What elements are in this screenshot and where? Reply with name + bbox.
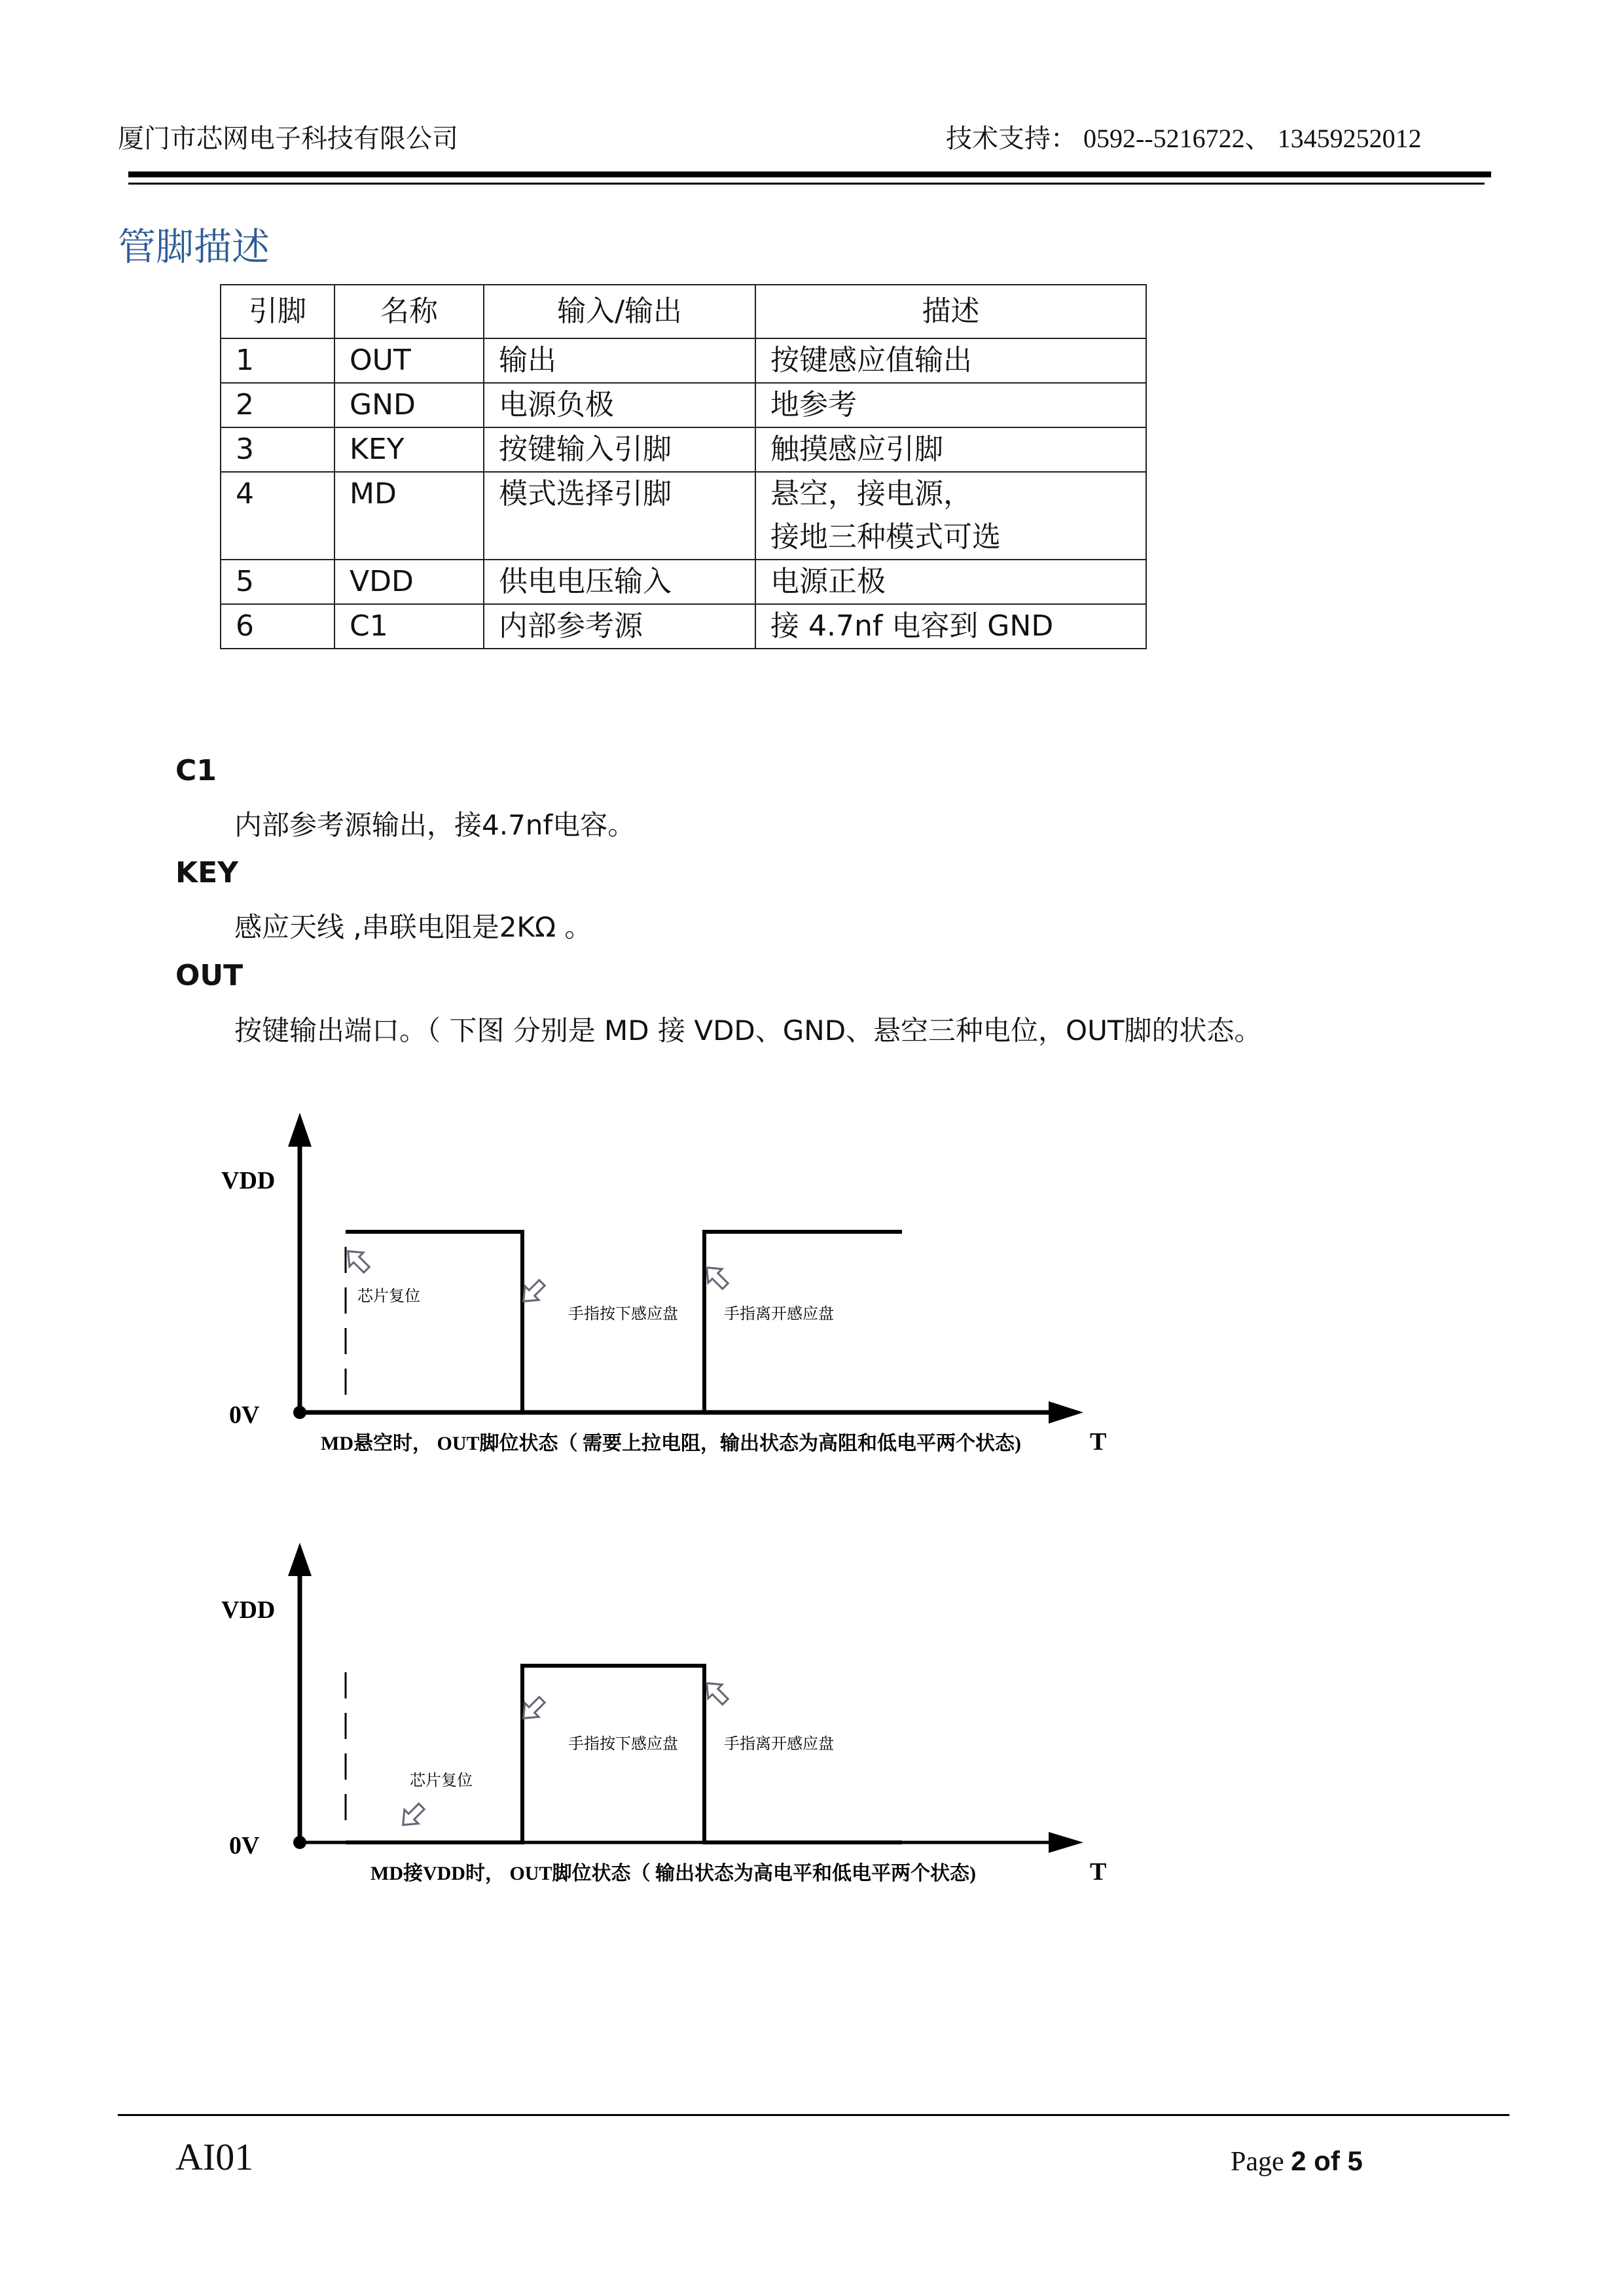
cell-io: 按键输入引脚 [484, 427, 755, 472]
header-company: 厦门市芯网电子科技有限公司 [118, 124, 458, 153]
press-label: 手指按下感应盘 [568, 1306, 678, 1323]
cell-pin: 6 [221, 604, 334, 649]
cell-io: 内部参考源 [484, 604, 755, 649]
reset-label: 芯片复位 [410, 1772, 473, 1789]
cell-name: GND [334, 383, 484, 427]
cell-pin: 3 [221, 427, 334, 472]
press-label: 手指按下感应盘 [568, 1736, 678, 1753]
header-support: 技术支持： 0592--5216722、 13459252012 [946, 124, 1422, 153]
cell-name: VDD [334, 560, 484, 604]
release-label: 手指离开感应盘 [724, 1736, 834, 1753]
key-heading: KEY [175, 856, 239, 889]
col-header-desc: 描述 [755, 285, 1146, 338]
y-axis-arrow-icon [288, 1543, 312, 1576]
cell-io: 模式选择引脚 [484, 472, 755, 560]
release-label: 手指离开感应盘 [724, 1306, 834, 1323]
t-axis-label: T [1090, 1428, 1107, 1456]
zero-volt-label: 0V [229, 1401, 260, 1429]
col-header-name: 名称 [334, 285, 484, 338]
cell-desc: 触摸感应引脚 [755, 427, 1146, 472]
cell-name: OUT [334, 338, 484, 383]
cell-io: 电源负极 [484, 383, 755, 427]
cell-desc: 按键感应值输出 [755, 338, 1146, 383]
cell-pin: 4 [221, 472, 334, 560]
cell-io: 输出 [484, 338, 755, 383]
reset-arrow-icon [396, 1799, 428, 1831]
cell-pin: 2 [221, 383, 334, 427]
out-waveform [346, 1666, 902, 1842]
out-heading: OUT [175, 959, 244, 992]
x-axis-arrow-icon [1049, 1832, 1083, 1853]
t-axis-label: T [1090, 1858, 1107, 1886]
cell-name: MD [334, 472, 484, 560]
col-header-pin: 引脚 [221, 285, 334, 338]
page-prefix: Page [1231, 2147, 1291, 2177]
footer-rule [118, 2114, 1509, 2116]
cell-desc-line: 接地三种模式可选 [770, 520, 1001, 554]
cell-name: C1 [334, 604, 484, 649]
cell-desc: 接 4.7nf 电容到 GND [755, 604, 1146, 649]
zero-volt-label: 0V [229, 1832, 260, 1859]
reset-label: 芯片复位 [357, 1288, 420, 1305]
vdd-label: VDD [221, 1596, 276, 1624]
section-title: 管脚描述 [118, 224, 270, 269]
origin-dot [293, 1836, 306, 1849]
cell-desc: 电源正极 [755, 560, 1146, 604]
page-count: 2 of 5 [1291, 2145, 1363, 2176]
cell-pin: 1 [221, 338, 334, 383]
footer-page-number [1231, 2145, 1363, 2178]
out-description: 按键输出端口。（ 下图 分别是 MD 接 VDD、GND、悬空三种电位，OUT脚的状态。 [234, 1014, 1262, 1047]
diagram-caption: MD接VDD时， OUT脚位状态（ 输出状态为高电平和低电平两个状态) [370, 1863, 976, 1884]
c1-heading: C1 [175, 754, 217, 787]
cell-desc: 地参考 [755, 383, 1146, 427]
cell-name: KEY [334, 427, 484, 472]
col-header-io: 输入/输出 [484, 285, 755, 338]
footer-model: AI01 [175, 2136, 254, 2178]
cell-desc-line: 悬空，接电源， [770, 477, 972, 511]
key-description: 感应天线 ,串联电阻是2KΩ 。 [234, 911, 592, 943]
cell-io: 供电电压输入 [484, 560, 755, 604]
diagram-caption: MD悬空时， OUT脚位状态（ 需要上拉电阻，输出状态为高阻和低电平两个状态) [321, 1433, 1021, 1454]
cell-pin: 5 [221, 560, 334, 604]
vdd-label: VDD [221, 1167, 276, 1194]
c1-description: 内部参考源输出，接4.7nf电容。 [234, 809, 636, 841]
